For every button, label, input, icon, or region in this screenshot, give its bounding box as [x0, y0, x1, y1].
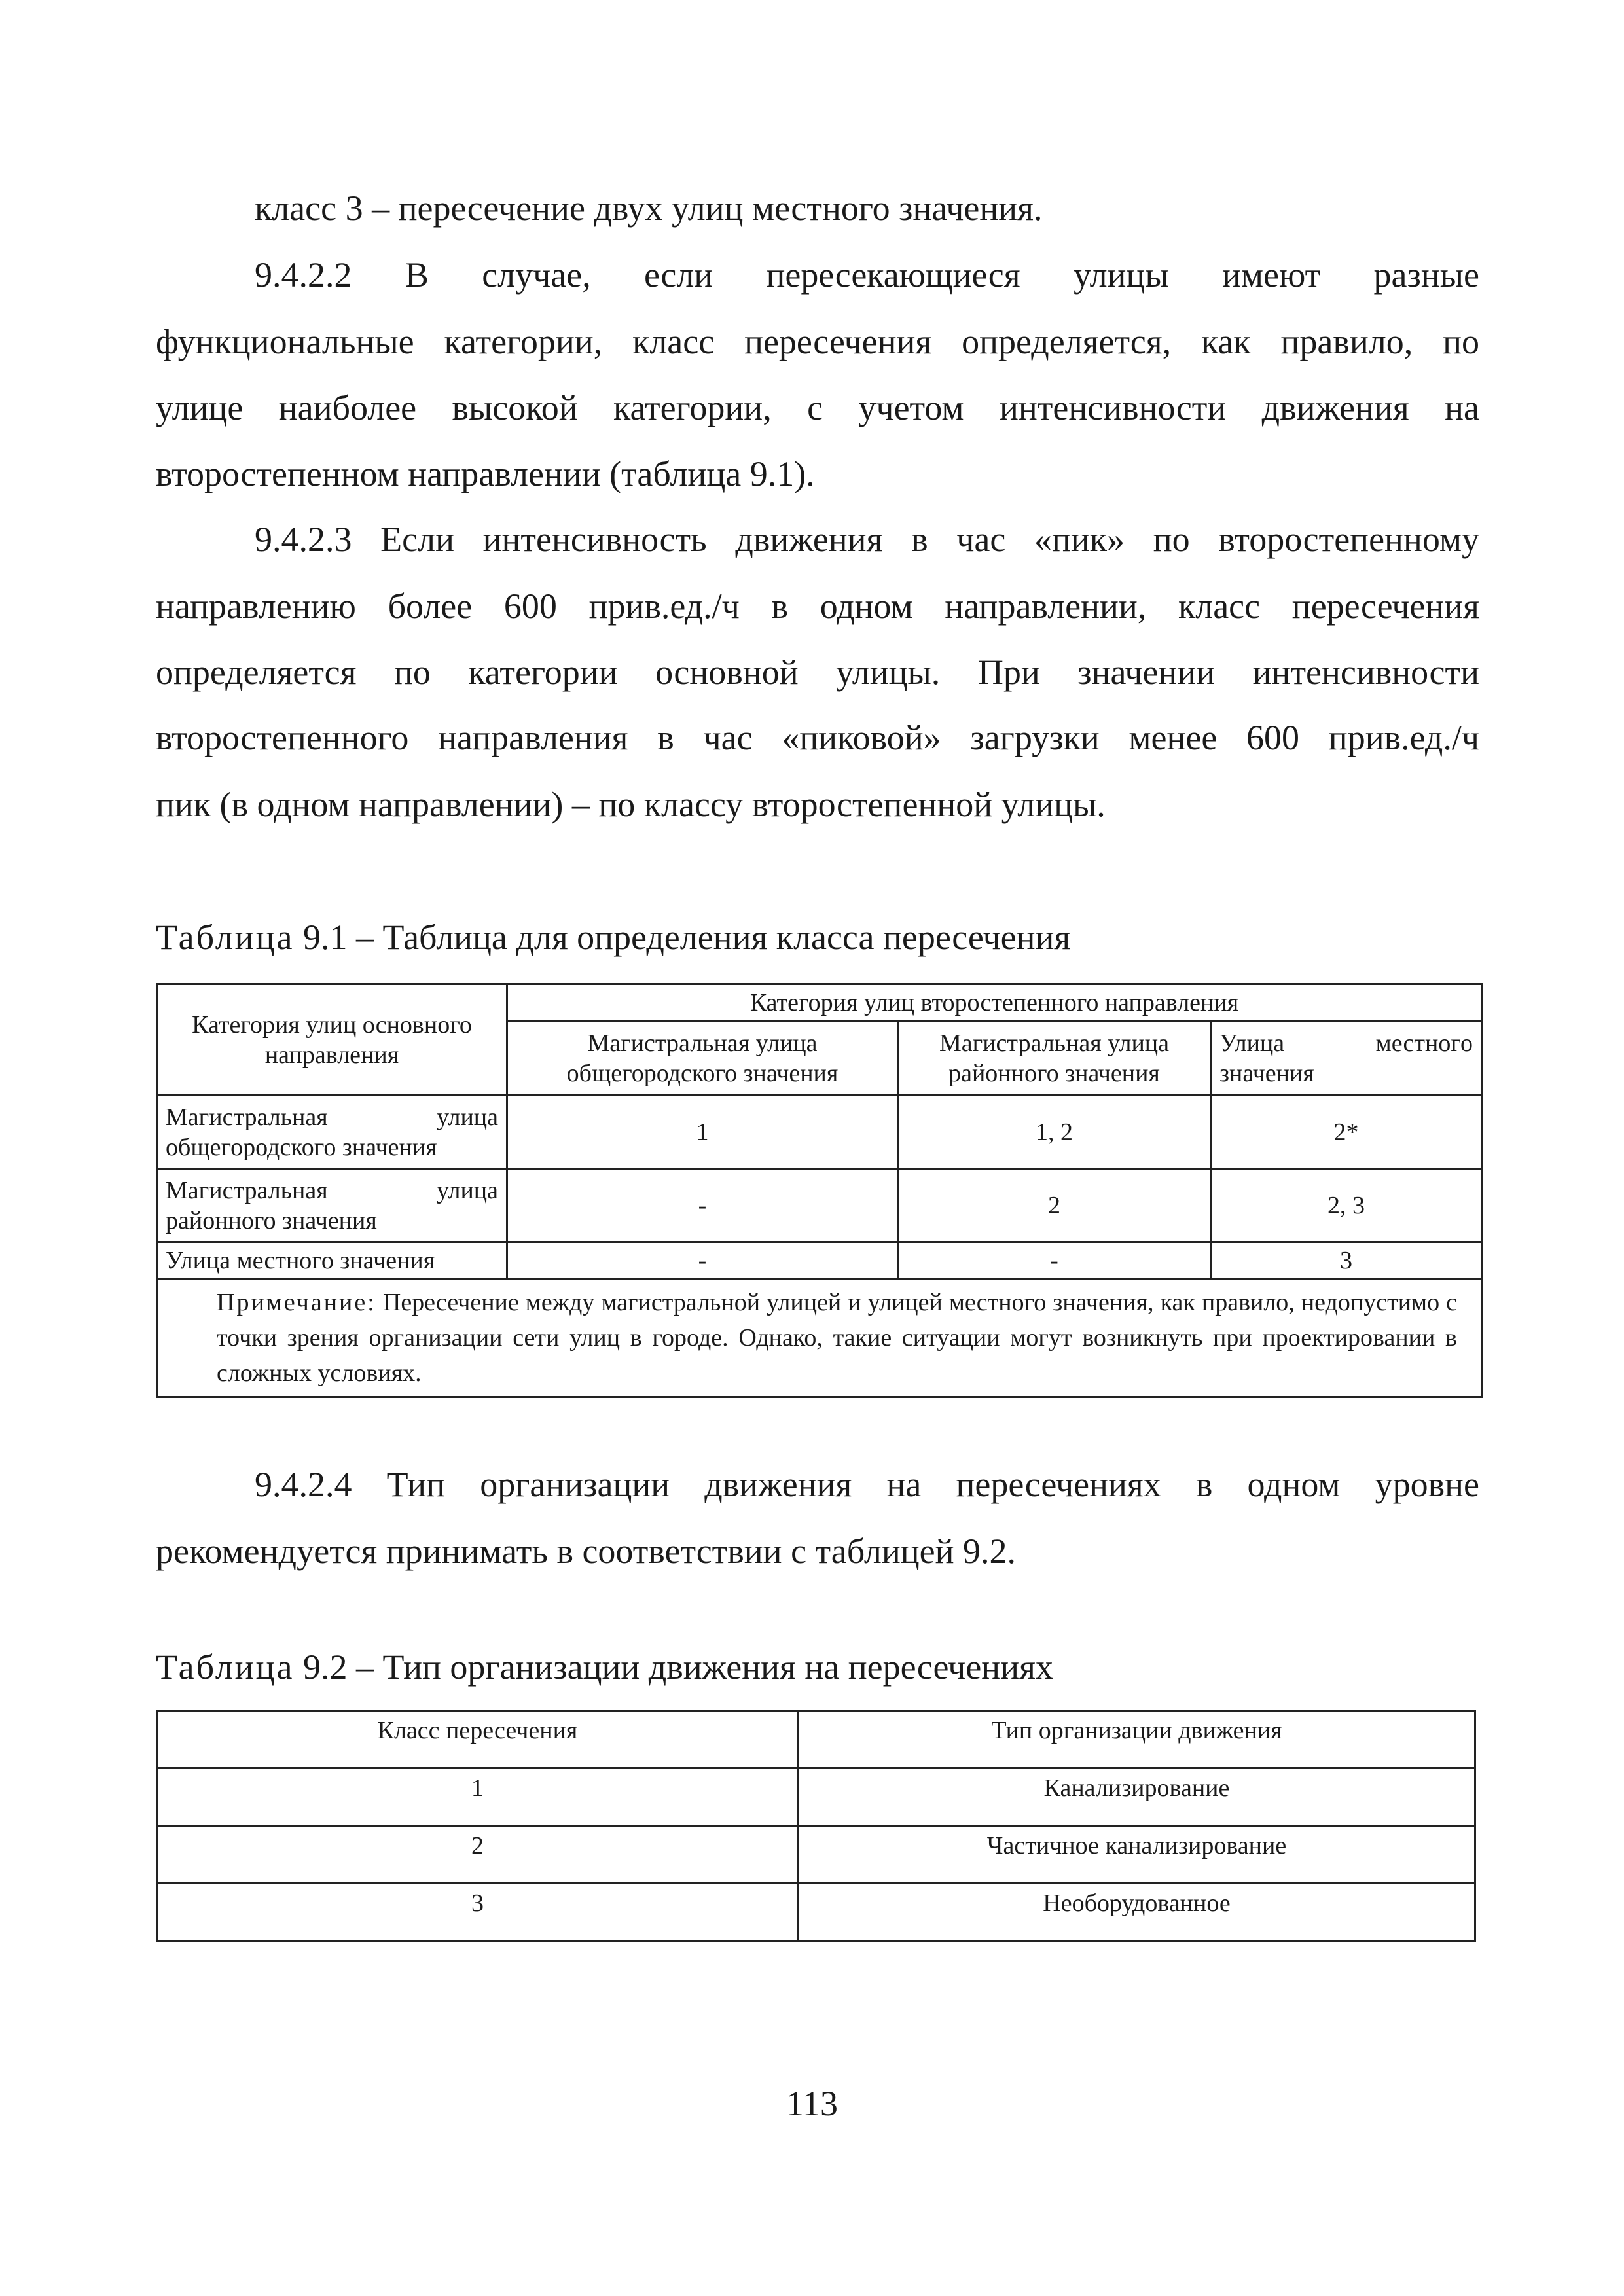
value-cell	[799, 1768, 1475, 1826]
value-cell	[1211, 1242, 1482, 1279]
note-label: Примечание:	[217, 1289, 376, 1316]
corner-header-cell	[157, 984, 507, 1096]
table-note	[157, 1279, 1482, 1397]
group-header-cell	[507, 984, 1482, 1021]
column-header: Улица местного значения	[1219, 1029, 1473, 1087]
value-cell	[898, 1169, 1211, 1242]
cell-value: 1	[696, 1118, 709, 1146]
value-cell	[1211, 1169, 1482, 1242]
paragraph-line: пик (в одном направлении) – по классу второстепенной улицы.	[156, 785, 1106, 824]
column-header-cell	[507, 1021, 898, 1096]
column-header-cell	[898, 1021, 1211, 1096]
row-label-cell	[157, 1169, 507, 1242]
note-text: Пересечение между магистральной улицей и улицей местного значения, как правило, недопустимо с точки зрения организации сети улиц в городе. Однако, такие ситуации могут возникнуть при проектировании в сложных условиях.	[217, 1289, 1457, 1387]
column-header-cell	[1211, 1021, 1482, 1096]
paragraph-line: второстепенного направления в час «пиковой» загрузки менее 600 прив.ед./ч	[156, 718, 1479, 757]
cell-value: 2	[1048, 1191, 1060, 1219]
table-row	[157, 1826, 1475, 1884]
table-row	[157, 1096, 1482, 1169]
cell-value: 1, 2	[1036, 1118, 1073, 1146]
column-header: Тип организации движения	[991, 1717, 1282, 1744]
cell-value: Канализирование	[1043, 1774, 1230, 1802]
value-cell	[507, 1096, 898, 1169]
table-row	[157, 1242, 1482, 1279]
cell-value: Частичное канализирование	[986, 1832, 1287, 1859]
value-cell	[1211, 1096, 1482, 1169]
row-label: Магистральная улица общегородского значения	[166, 1103, 498, 1161]
row-label-cell	[157, 1096, 507, 1169]
table-caption	[156, 916, 1070, 958]
paragraph-line: определяется по категории основной улицы. При значении интенсивности	[156, 653, 1479, 692]
paragraph-line: второстепенном направлении (таблица 9.1).	[156, 454, 815, 493]
cell-value: 2	[471, 1832, 484, 1859]
value-cell	[157, 1884, 799, 1941]
value-cell	[799, 1826, 1475, 1884]
value-cell	[157, 1826, 799, 1884]
paragraph-line: 9.4.2.2 В случае, если пересекающиеся улицы имеют разные	[255, 255, 1479, 295]
cell-value: 2*	[1333, 1118, 1359, 1146]
paragraph-line: 9.4.2.4 Тип организации движения на пересечениях в одном уровне	[255, 1465, 1479, 1504]
paragraph-line: направлению более 600 прив.ед./ч в одном направлении, класс пересечения	[156, 586, 1479, 626]
cell-value: -	[698, 1191, 707, 1219]
value-cell	[507, 1169, 898, 1242]
traffic-organization-table	[156, 1710, 1476, 1942]
value-cell	[898, 1242, 1211, 1279]
cell-value: 2, 3	[1327, 1191, 1365, 1219]
table-row	[157, 1169, 1482, 1242]
paragraph-line: улице наиболее высокой категории, с учетом интенсивности движения на	[156, 388, 1479, 427]
row-label: Улица местного значения	[166, 1246, 435, 1274]
corner-header: Категория улиц основного направления	[192, 1011, 472, 1069]
paragraph-line: рекомендуется принимать в соответствии с таблицей 9.2.	[156, 1532, 1017, 1571]
row-label-cell	[157, 1242, 507, 1279]
value-cell	[898, 1096, 1211, 1169]
row-label: Магистральная улица районного значения	[166, 1176, 498, 1234]
intersection-class-table	[156, 983, 1483, 1398]
caption-label: Таблица	[156, 1647, 295, 1687]
column-header: Класс пересечения	[377, 1717, 578, 1744]
cell-value: 3	[1340, 1246, 1352, 1274]
value-cell	[507, 1242, 898, 1279]
cell-value: -	[698, 1246, 707, 1274]
paragraph-line: класс 3 – пересечение двух улиц местного значения.	[255, 188, 1043, 228]
page-number: 113	[786, 2084, 838, 2123]
column-header: Магистральная улица общегородского значения	[566, 1029, 839, 1087]
caption-text: 9.2 – Тип организации движения на пересечениях	[302, 1647, 1053, 1687]
paragraph-line: функциональные категории, класс пересечения определяется, как правило, по	[156, 322, 1479, 361]
value-cell	[799, 1884, 1475, 1941]
caption-label: Таблица	[156, 918, 295, 957]
table-caption	[156, 1646, 1053, 1688]
table-row	[157, 1884, 1475, 1941]
cell-value: Необорудованное	[1043, 1890, 1231, 1917]
table-row	[157, 1768, 1475, 1826]
cell-value: 3	[471, 1890, 484, 1917]
value-cell	[157, 1768, 799, 1826]
group-header: Категория улиц второстепенного направления	[749, 988, 1239, 1016]
cell-value: 1	[471, 1774, 484, 1802]
column-header: Магистральная улица районного значения	[939, 1029, 1170, 1087]
caption-text: 9.1 – Таблица для определения класса пересечения	[302, 918, 1071, 957]
column-header-cell	[157, 1711, 799, 1768]
cell-value: -	[1050, 1246, 1058, 1274]
column-header-cell	[799, 1711, 1475, 1768]
paragraph-line: 9.4.2.3 Если интенсивность движения в час «пик» по второстепенному	[255, 520, 1479, 559]
